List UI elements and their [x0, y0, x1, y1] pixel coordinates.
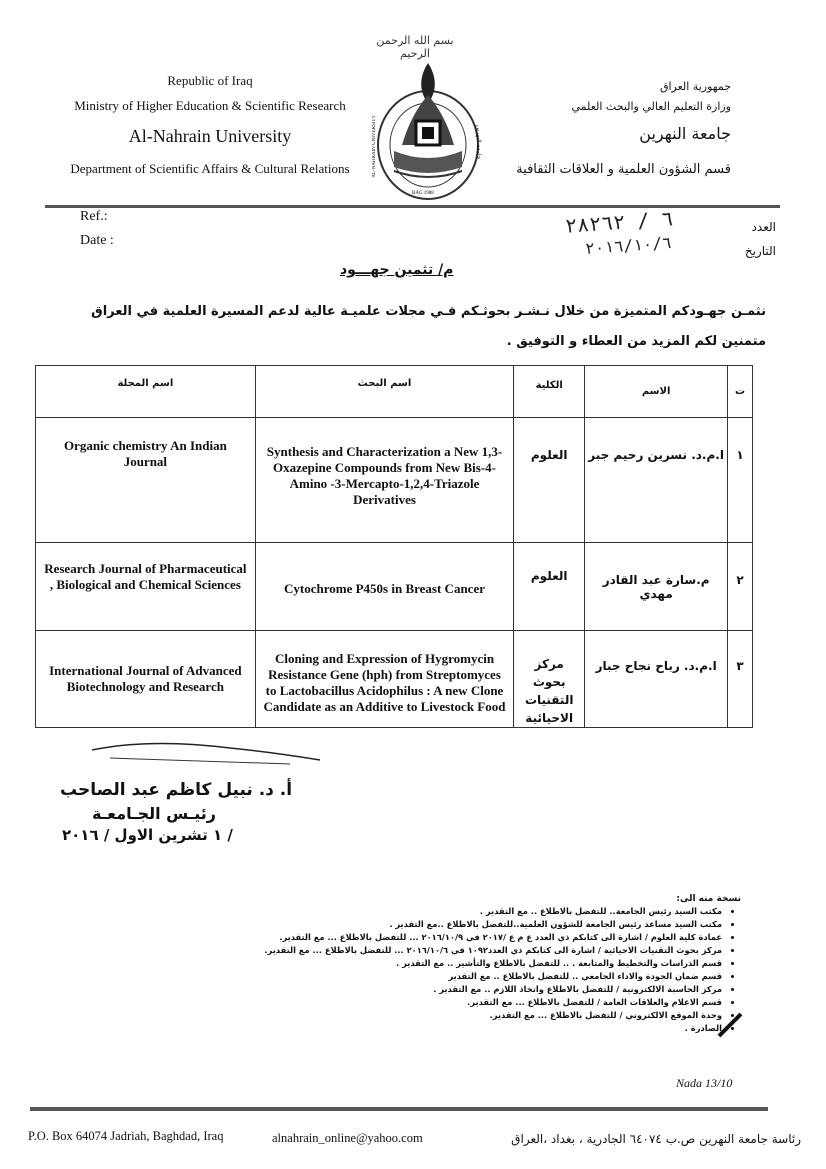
- footer-address: P.O. Box 64074 Jadriah, Baghdad, Iraq: [28, 1129, 224, 1143]
- ar-number-label: العدد: [751, 220, 776, 234]
- table-row: [36, 631, 753, 728]
- college-cell: العلوم: [514, 543, 585, 631]
- research-cell: Cytochrome P450s in Breast Cancer: [255, 543, 514, 631]
- body-line-1: نثمـن جهـودكم المتميزة من خلال نـشـر بحوثـكم فـي مجلات علميـة عالية لدعم المسيرة العلمية في العراق: [91, 304, 766, 319]
- logo-ring-text-ar: جامعة النهرين: [475, 125, 482, 160]
- signature-scribble: [90, 738, 330, 782]
- ar-university: جامعة النهرين: [639, 124, 731, 143]
- list-item: • عمادة كلية العلوم / اشارة الى كتابكم ذي العدد ع م ع /٢٠١٧ في ٢٠١٦/١٠/٩ ... للتفضل بالاطلاع ... مع التقدير.: [182, 932, 722, 942]
- header-journal-cell: اسم المجلة: [36, 366, 256, 418]
- ref-label: Ref.:: [80, 209, 108, 224]
- signature-date: / ١ تشرين الاول / ٢٠١٦: [62, 826, 233, 844]
- header-college-cell: الكلية: [514, 366, 585, 418]
- footer-ar-address: رئاسة جامعة النهرين ص.ب ٦٤٠٧٤ الجادرية ، بغداد ،العراق: [511, 1132, 801, 1146]
- ar-country: جمهورية العراق: [659, 80, 731, 93]
- research-cell: Synthesis and Characterization a New 1,3-Oxazepine Compounds from New Bis-4-Amino -3-Mercapto-1,2,4-Triazole Derivatives: [255, 418, 514, 543]
- header-research-cell: اسم البحث: [255, 366, 514, 418]
- name-cell: ا.م.د. نسرين رحيم جبر: [585, 418, 728, 543]
- list-item: • قسم ضمان الجودة والاداء الجامعي .. للتفضل بالاطلاع .. مع التقدير: [182, 971, 722, 981]
- number-value: ٦ / ٢٨٢٦٢: [564, 206, 675, 238]
- list-item: • مركز بحوث التقنيات الاحيائية / اشارة الى كتابكم ذي العدد١٠٩٢ في ٢٠١٦/١٠/٦ ... للتفضل بالاطلاع ... مع التقدير.: [182, 945, 722, 955]
- logo-year: BAG 1988: [412, 191, 434, 196]
- journal-cell: Research Journal of Pharmaceutical , Biological and Chemical Sciences: [36, 543, 256, 631]
- research-cell: Cloning and Expression of Hygromycin Resistance Gene (hph) from Streptomyces to Lactobacillus Acidophilus : A new Clone Candidate as an Additive to Livestock Food: [255, 631, 514, 728]
- list-item: • مركز الحاسبة الالكترونية / للتفضل بالاطلاع واتخاذ اللازم .. مع التقدير .: [182, 984, 722, 994]
- university-logo: [372, 55, 484, 203]
- college-cell: مركز بحوث التقنيات الاحيائية: [514, 631, 585, 728]
- en-department: Department of Scientific Affairs & Cultural Relations: [70, 161, 350, 176]
- awards-table: [35, 365, 753, 728]
- en-university: Al-Nahrain University: [128, 126, 292, 146]
- initials: Nada 13/10: [676, 1076, 733, 1090]
- list-item: • قسم الدراسات والتخطيط والمتابعة . .. للتفضل بالاطلاع والتأشير .. مع التقدير .: [182, 958, 722, 968]
- header-name-cell: الاسم: [585, 366, 728, 418]
- ar-ministry: وزارة التعليم العالي والبحث العلمي: [571, 100, 731, 113]
- list-item: • مكتب السيد مساعد رئيس الجامعة للشؤون العلمية..للتفضل بالاطلاع ..مع التقدير .: [182, 919, 722, 929]
- num-cell: ٢: [728, 543, 753, 631]
- college-cell: العلوم: [514, 418, 585, 543]
- copies-heading: نسخة منه الى:: [676, 894, 741, 904]
- journal-cell: International Journal of Advanced Biotechnology and Research: [36, 631, 256, 728]
- basmala: بسم الله الرحمن الرحيم: [376, 34, 454, 60]
- ar-date-label: التاريخ: [744, 244, 776, 258]
- subject-title: م/ تثمين جهـــود: [340, 262, 454, 278]
- en-ministry: Ministry of Higher Education & Scientific Research: [74, 98, 346, 113]
- num-cell: ٣: [728, 631, 753, 728]
- signatory-name: أ. د. نبيل كاظم عبد الصاحب: [60, 780, 293, 800]
- date-label: Date :: [80, 233, 114, 248]
- body-line-2: متمنين لكم المزيد من العطاء و التوفيق .: [506, 334, 766, 349]
- en-country: Republic of Iraq: [167, 73, 253, 88]
- footer-email: alnahrain_online@yahoo.com: [272, 1131, 423, 1145]
- copies-list: [182, 906, 736, 1036]
- date-value: ٢٠١٦/١٠/٦: [584, 232, 673, 259]
- table-header-row: [36, 366, 753, 418]
- table-row: [36, 543, 753, 631]
- name-cell: م.سارة عبد القادر مهدي: [585, 543, 728, 631]
- header-num-cell: ت: [728, 366, 753, 418]
- list-item: • مكتب السيد رئيس الجامعة.. للتفضل بالاطلاع .. مع التقدير .: [182, 906, 722, 916]
- num-cell: ١: [728, 418, 753, 543]
- ar-department: قسم الشؤون العلمية و العلاقات الثقافية: [516, 162, 731, 177]
- list-item: • قسم الاعلام والعلاقات العامة / للتفضل بالاطلاع ... مع التقدير.: [182, 997, 722, 1007]
- checkmark-icon: [715, 1010, 745, 1044]
- signatory-title: رئيـس الجـامعـة: [92, 804, 217, 823]
- journal-cell: Organic chemistry An Indian Journal: [36, 418, 256, 543]
- table-row: [36, 418, 753, 543]
- list-item: • وحدة الموقع الالكتروني / للتفضل بالاطلاع ... مع التقدير.: [182, 1010, 722, 1020]
- logo-ring-text: AL-NAHRAIN UNIVERSITY: [372, 115, 377, 178]
- footer-rule: [30, 1107, 768, 1111]
- name-cell: ا.م.د. رباح نجاح جبار: [585, 631, 728, 728]
- list-item: • الصادرة .: [182, 1023, 722, 1033]
